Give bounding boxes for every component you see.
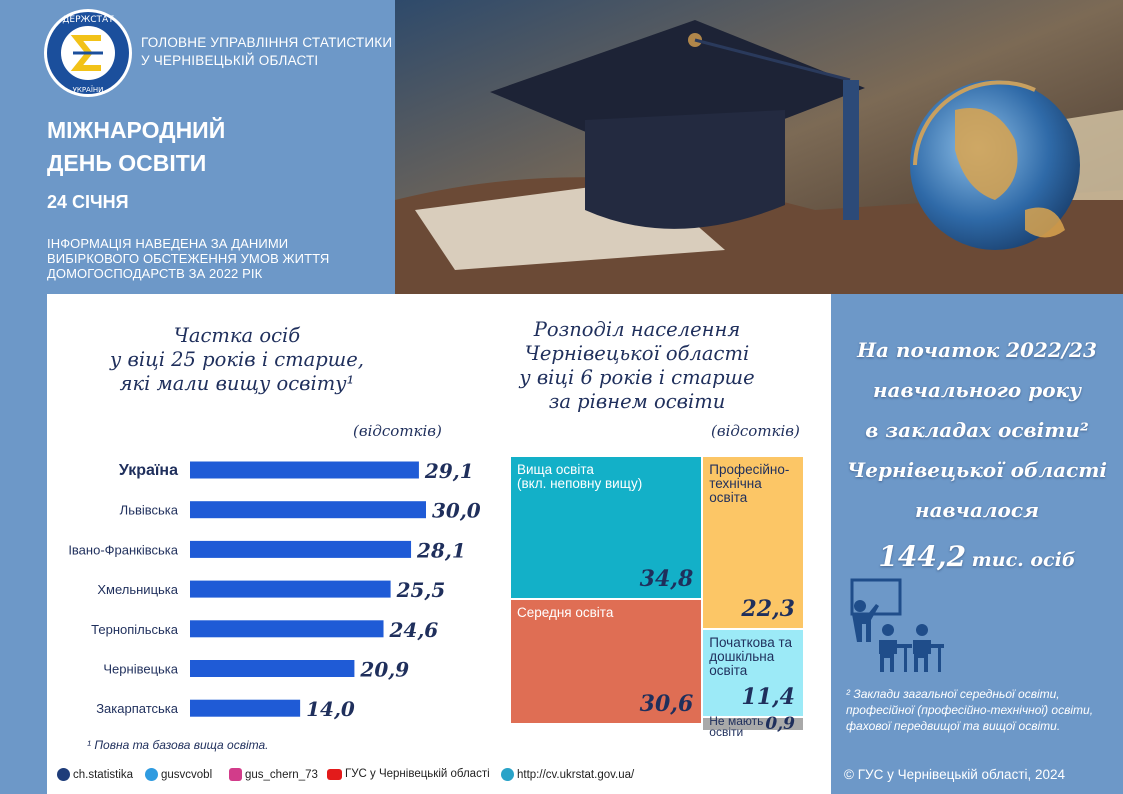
info-line-1: На початок 2022/23 (857, 338, 1097, 362)
treemap-tile-label: Середня освіта (517, 604, 614, 620)
bar (190, 581, 391, 598)
bar (190, 501, 426, 518)
instagram-label: gus_chern_73 (245, 768, 318, 781)
instagram-icon (229, 768, 242, 781)
logo-text-bottom: УКРАЇНИ (72, 86, 104, 94)
header (0, 0, 1123, 294)
source-note-line1: ІНФОРМАЦІЯ НАВЕДЕНА ЗА ДАНИМИ (47, 236, 289, 251)
source-note-line2: ВИБІРКОВОГО ОБСТЕЖЕННЯ УМОВ ЖИТТЯ (47, 251, 330, 266)
treemap-tile (702, 714, 804, 740)
bar-value-label: 20,9 (360, 657, 410, 682)
bar (190, 541, 411, 558)
page-title-line2: ДЕНЬ ОСВІТИ (47, 150, 207, 176)
bar-category-label: Івано-Франківська (68, 542, 178, 558)
treemap-tile-label: Початкова та дошкільна освіта (709, 634, 792, 678)
youtube-icon (327, 769, 342, 780)
bar-chart-title-line2: у віці 25 років і старше, (110, 348, 364, 371)
treemap-title (477, 318, 797, 414)
treemap-tile-value: 34,8 (639, 565, 694, 592)
enrollment-footnote: ² Заклади загальної середньої освіти, професійної (професійно-технічної) освіти, фахової передвищої та вищої освіти. (846, 687, 1094, 733)
logo-text-top: ДЕРЖСТАТ (62, 15, 114, 25)
treemap-tile-value: 22,3 (741, 595, 795, 622)
bar-chart-title (87, 324, 387, 396)
bar (190, 660, 354, 677)
treemap-tile (510, 456, 702, 599)
facebook-icon (57, 768, 70, 781)
youtube-link[interactable] (327, 768, 490, 780)
treemap-tile (510, 599, 702, 724)
bar-category-label: Тернопільська (91, 621, 178, 637)
info-line-4: Чернівецької області (846, 458, 1108, 482)
treemap-tile-value: 11,4 (741, 684, 795, 711)
source-note-line3: ДОМОГОСПОДАРСТВ ЗА 2022 РІК (47, 266, 263, 281)
treemap-tile-value: 30,6 (639, 690, 694, 717)
twitter-icon (145, 768, 158, 781)
bar-category-label: Закарпатська (96, 701, 178, 717)
bar-category-label: Львівська (119, 502, 178, 518)
classroom-icon (846, 578, 946, 678)
bar-chart-title-line3: які мали вищу освіту¹ (119, 372, 355, 395)
treemap-tile (702, 629, 804, 717)
treemap-tile (702, 456, 804, 629)
treemap-tile-label: Професійно- технічна освіта (709, 462, 790, 505)
treemap-title-line2: Чернівецької області (524, 342, 750, 365)
globe-icon (501, 768, 514, 781)
instagram-link[interactable] (229, 768, 318, 781)
treemap-tile-label: Не мають освіти (709, 714, 764, 740)
enrollment-info (836, 330, 1118, 530)
treemap-tile-label: Вища освіта (вкл. неповну вищу) (517, 462, 643, 491)
event-date: 24 СІЧНЯ (47, 192, 129, 212)
graduation-cap-globe-photo (395, 0, 1123, 294)
treemap-unit: (відсотків) (711, 422, 800, 440)
org-name-line1: ГОЛОВНЕ УПРАВЛІННЯ СТАТИСТИКИ (141, 35, 393, 50)
bar-value-label: 29,1 (424, 459, 474, 483)
bar-value-label: 30,0 (432, 498, 481, 523)
info-line-2: навчального року (872, 378, 1082, 402)
treemap-title-line4: за рівнем освіти (548, 390, 726, 413)
twitter-link[interactable] (145, 768, 212, 781)
bar (190, 462, 419, 479)
bar-value-label: 14,0 (306, 697, 355, 722)
info-line-3: в закладах освіти² (865, 418, 1089, 442)
treemap-tile-value: 0,9 (765, 714, 795, 735)
youtube-label: ГУС у Чернівецькій області (345, 768, 490, 780)
bar-chart-title-line1: Частка осіб (173, 324, 301, 347)
bar (190, 700, 300, 717)
charts-panel (47, 294, 831, 764)
derzhstat-logo (43, 8, 133, 98)
bar-category-label: Хмельницька (97, 582, 178, 598)
bar-value-label: 25,5 (396, 578, 446, 603)
facebook-label: ch.statistika (73, 768, 134, 781)
enrollment-number: 144,2 (878, 540, 967, 573)
bar-value-label: 28,1 (417, 538, 466, 563)
facebook-link[interactable] (57, 768, 133, 781)
bar-chart-unit: (відсотків) (353, 422, 442, 440)
enrollment-total (836, 540, 1118, 573)
treemap-chart (510, 456, 804, 740)
copyright: © ГУС у Чернівецькій області, 2024 (844, 767, 1066, 782)
page-title-line1: МІЖНАРОДНИЙ (47, 117, 226, 143)
enrollment-unit: тис. осіб (971, 549, 1076, 571)
twitter-label: gusvcvobl (161, 768, 213, 781)
website-link[interactable] (501, 768, 634, 781)
treemap-title-line1: Розподіл населення (533, 318, 741, 341)
org-name-line2: У ЧЕРНІВЕЦЬКІЙ ОБЛАСТІ (141, 53, 319, 68)
info-line-5: навчалося (914, 498, 1039, 522)
bar-category-label: Чернівецька (103, 661, 178, 677)
social-footer (47, 764, 831, 794)
treemap-title-line3: у віці 6 років і старше (519, 366, 755, 389)
bar-category-label: Україна (118, 462, 178, 479)
bar-chart (47, 454, 507, 744)
bar-value-label: 24,6 (389, 617, 439, 642)
bar (190, 620, 384, 637)
bar-chart-footnote: ¹ Повна та базова вища освіта. (87, 738, 269, 752)
website-label: http://cv.ukrstat.gov.ua/ (517, 768, 635, 781)
